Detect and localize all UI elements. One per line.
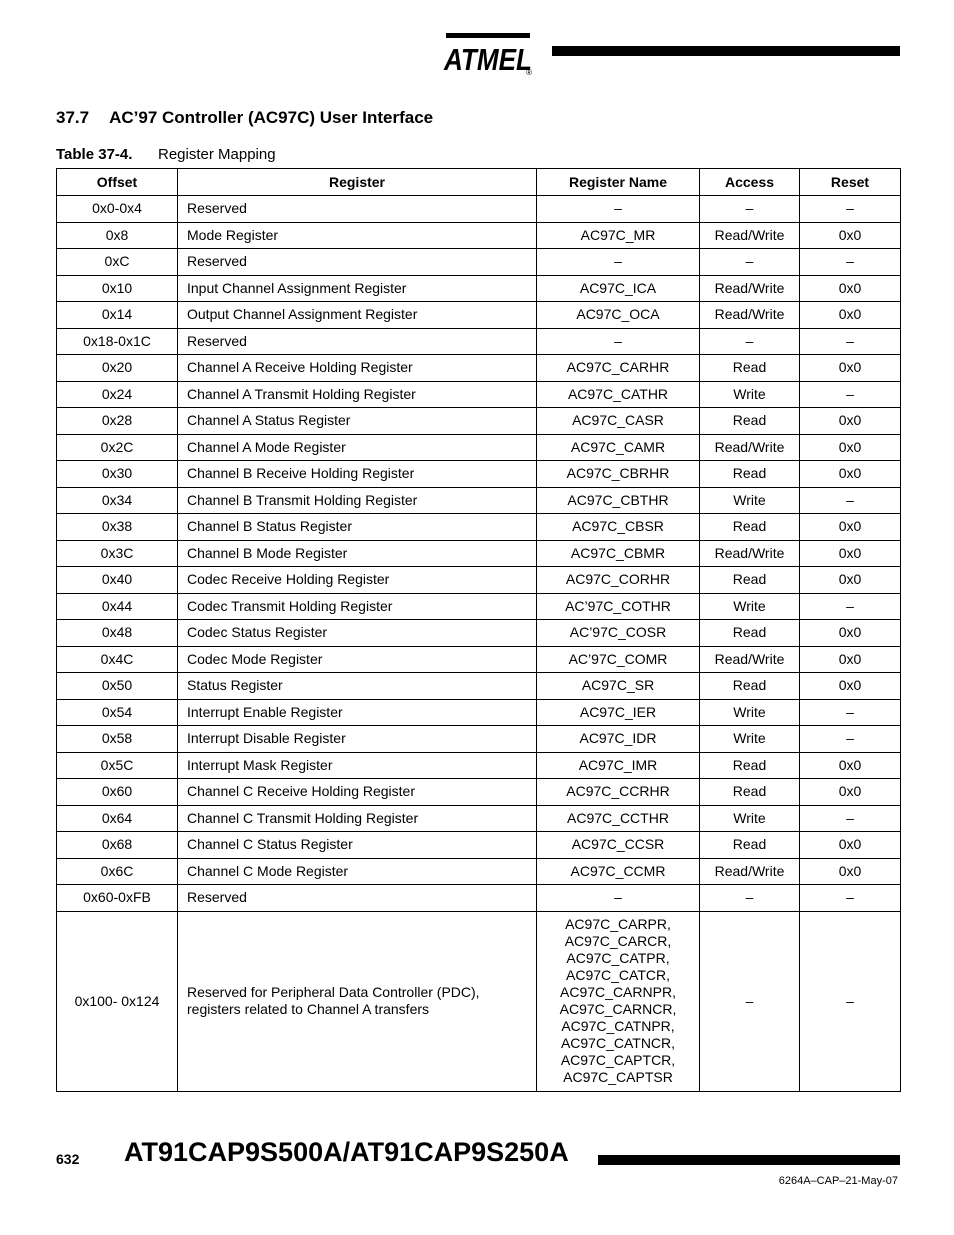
cell-register: Channel C Transmit Holding Register xyxy=(178,805,537,832)
cell-reset: 0x0 xyxy=(800,620,901,647)
cell-access: – xyxy=(700,328,800,355)
cell-offset: 0x3C xyxy=(57,540,178,567)
cell-offset: 0x60 xyxy=(57,779,178,806)
table-row xyxy=(57,620,901,647)
cell-offset: 0x58 xyxy=(57,726,178,753)
cell-register-name: – xyxy=(537,196,700,223)
cell-offset: 0x5C xyxy=(57,752,178,779)
register-mapping-table xyxy=(56,168,901,1092)
cell-register: Interrupt Mask Register xyxy=(178,752,537,779)
cell-offset: 0x0-0x4 xyxy=(57,196,178,223)
cell-register-name: AC97C_CAMR xyxy=(537,434,700,461)
cell-register: Codec Transmit Holding Register xyxy=(178,593,537,620)
cell-register: Reserved xyxy=(178,885,537,912)
cell-register: Channel C Mode Register xyxy=(178,858,537,885)
cell-offset: 0x34 xyxy=(57,487,178,514)
cell-access: Write xyxy=(700,487,800,514)
table-row xyxy=(57,832,901,859)
cell-reset: 0x0 xyxy=(800,752,901,779)
cell-register-name: AC97C_CCSR xyxy=(537,832,700,859)
cell-access: Read xyxy=(700,408,800,435)
table-row xyxy=(57,275,901,302)
cell-access: Read xyxy=(700,567,800,594)
cell-register-name: AC97C_CCRHR xyxy=(537,779,700,806)
cell-register: Channel C Status Register xyxy=(178,832,537,859)
cell-offset: 0x2C xyxy=(57,434,178,461)
table-row xyxy=(57,381,901,408)
cell-reset: 0x0 xyxy=(800,858,901,885)
cell-access: Write xyxy=(700,805,800,832)
cell-register-name: AC97C_MR xyxy=(537,222,700,249)
cell-offset: 0x8 xyxy=(57,222,178,249)
cell-register-name: AC97C_IDR xyxy=(537,726,700,753)
table-row xyxy=(57,911,901,1091)
cell-offset: 0x60-0xFB xyxy=(57,885,178,912)
table-caption xyxy=(56,146,276,163)
cell-register: Codec Mode Register xyxy=(178,646,537,673)
cell-access: Read/Write xyxy=(700,302,800,329)
cell-offset: 0x10 xyxy=(57,275,178,302)
table-row xyxy=(57,540,901,567)
registered-mark: ® xyxy=(526,68,532,76)
cell-access: Read/Write xyxy=(700,540,800,567)
cell-register: Mode Register xyxy=(178,222,537,249)
cell-register-name: AC97C_OCA xyxy=(537,302,700,329)
table-row xyxy=(57,699,901,726)
cell-register: Interrupt Enable Register xyxy=(178,699,537,726)
cell-offset: 0x44 xyxy=(57,593,178,620)
cell-register-name: AC97C_CBMR xyxy=(537,540,700,567)
cell-register-name: AC97C_CATHR xyxy=(537,381,700,408)
cell-register-name xyxy=(537,911,700,1091)
cell-reset: 0x0 xyxy=(800,408,901,435)
cell-register: Output Channel Assignment Register xyxy=(178,302,537,329)
cell-reset: – xyxy=(800,249,901,276)
cell-register: Channel B Status Register xyxy=(178,514,537,541)
cell-register-name: AC97C_CBRHR xyxy=(537,461,700,488)
cell-register-name: AC97C_CORHR xyxy=(537,567,700,594)
table-row xyxy=(57,752,901,779)
cell-reset: 0x0 xyxy=(800,832,901,859)
cell-access: Read/Write xyxy=(700,222,800,249)
pdc-register-name: AC97C_CARCR, xyxy=(564,932,672,949)
cell-register-name: AC’97C_COMR xyxy=(537,646,700,673)
table-row xyxy=(57,646,901,673)
cell-register: Channel A Transmit Holding Register xyxy=(178,381,537,408)
cell-access: Read/Write xyxy=(700,275,800,302)
table-caption-label: Table 37-4. xyxy=(56,146,133,163)
cell-reset: 0x0 xyxy=(800,302,901,329)
header-reset: Reset xyxy=(800,169,901,196)
table-row xyxy=(57,805,901,832)
product-title: AT91CAP9S500A/AT91CAP9S250A xyxy=(124,1137,569,1167)
cell-access: Read xyxy=(700,752,800,779)
cell-register-name: AC97C_CCMR xyxy=(537,858,700,885)
table-row xyxy=(57,885,901,912)
cell-register: Reserved xyxy=(178,196,537,223)
table-row xyxy=(57,779,901,806)
pdc-register-name: AC97C_CAPTCR, xyxy=(560,1051,676,1068)
pdc-register-name: AC97C_CATNPR, xyxy=(561,1017,675,1034)
cell-register: Reserved xyxy=(178,249,537,276)
cell-offset: 0x48 xyxy=(57,620,178,647)
cell-reset: – xyxy=(800,593,901,620)
cell-register: Channel C Receive Holding Register xyxy=(178,779,537,806)
table-row xyxy=(57,434,901,461)
cell-reset: 0x0 xyxy=(800,355,901,382)
cell-access: – xyxy=(700,249,800,276)
table-row xyxy=(57,222,901,249)
cell-reset: 0x0 xyxy=(800,275,901,302)
cell-register-name: AC97C_CASR xyxy=(537,408,700,435)
cell-access: – xyxy=(700,196,800,223)
cell-register: Channel B Mode Register xyxy=(178,540,537,567)
logo-text: ATMEL xyxy=(443,42,532,76)
cell-register-name: – xyxy=(537,249,700,276)
section-heading xyxy=(56,108,433,128)
cell-register-name: AC97C_CARHR xyxy=(537,355,700,382)
table-header-row xyxy=(57,169,901,196)
table-row xyxy=(57,408,901,435)
cell-offset: 0x68 xyxy=(57,832,178,859)
header-offset: Offset xyxy=(57,169,178,196)
cell-reset: – xyxy=(800,911,901,1091)
cell-register: Codec Status Register xyxy=(178,620,537,647)
table-row xyxy=(57,514,901,541)
table-row xyxy=(57,461,901,488)
cell-reset: 0x0 xyxy=(800,461,901,488)
cell-reset: – xyxy=(800,328,901,355)
cell-reset: 0x0 xyxy=(800,646,901,673)
document-id: 6264A–CAP–21-May-07 xyxy=(778,1175,898,1187)
cell-reset: 0x0 xyxy=(800,567,901,594)
cell-access: Read xyxy=(700,461,800,488)
cell-reset: 0x0 xyxy=(800,514,901,541)
cell-register-name: AC97C_ICA xyxy=(537,275,700,302)
cell-register-name: AC’97C_COSR xyxy=(537,620,700,647)
cell-offset: 0x54 xyxy=(57,699,178,726)
cell-offset: 0x6C xyxy=(57,858,178,885)
cell-access: – xyxy=(700,885,800,912)
cell-reset: 0x0 xyxy=(800,673,901,700)
header-access: Access xyxy=(700,169,800,196)
cell-offset: 0x64 xyxy=(57,805,178,832)
cell-offset: 0x28 xyxy=(57,408,178,435)
cell-access: Write xyxy=(700,381,800,408)
cell-offset: 0x18-0x1C xyxy=(57,328,178,355)
cell-reset: – xyxy=(800,196,901,223)
cell-reset: 0x0 xyxy=(800,779,901,806)
table-caption-text: Register Mapping xyxy=(158,146,276,163)
cell-offset: 0x100- 0x124 xyxy=(57,911,178,1091)
table-body xyxy=(57,196,901,1092)
cell-register-name: AC97C_CBSR xyxy=(537,514,700,541)
cell-register: Reserved xyxy=(178,328,537,355)
cell-register: Input Channel Assignment Register xyxy=(178,275,537,302)
cell-offset: 0xC xyxy=(57,249,178,276)
cell-reset: – xyxy=(800,805,901,832)
section-title: AC’97 Controller (AC97C) User Interface xyxy=(109,108,434,127)
cell-register-name: – xyxy=(537,328,700,355)
pdc-register-name: AC97C_CATCR, xyxy=(566,966,670,983)
cell-register: Channel A Receive Holding Register xyxy=(178,355,537,382)
cell-access: Read xyxy=(700,514,800,541)
cell-register-name: AC97C_IMR xyxy=(537,752,700,779)
cell-register-name: AC97C_CCTHR xyxy=(537,805,700,832)
cell-reset: 0x0 xyxy=(800,540,901,567)
cell-access: Read/Write xyxy=(700,434,800,461)
table-row xyxy=(57,858,901,885)
pdc-register-name: AC97C_CAPTSR xyxy=(563,1068,673,1085)
header-rule xyxy=(552,46,900,56)
atmel-logo-icon xyxy=(440,30,536,76)
cell-register: Channel A Mode Register xyxy=(178,434,537,461)
section-number: 37.7 xyxy=(56,108,90,127)
cell-register: Interrupt Disable Register xyxy=(178,726,537,753)
cell-reset: – xyxy=(800,885,901,912)
cell-offset: 0x4C xyxy=(57,646,178,673)
table-row xyxy=(57,726,901,753)
cell-offset: 0x40 xyxy=(57,567,178,594)
table-row xyxy=(57,302,901,329)
cell-access: Read xyxy=(700,355,800,382)
header-register-name: Register Name xyxy=(537,169,700,196)
footer-rule xyxy=(598,1155,900,1165)
cell-register: Channel B Transmit Holding Register xyxy=(178,487,537,514)
cell-offset: 0x50 xyxy=(57,673,178,700)
pdc-register-name: AC97C_CARNCR, xyxy=(559,1000,677,1017)
cell-offset: 0x30 xyxy=(57,461,178,488)
cell-reset: – xyxy=(800,381,901,408)
cell-access: Read/Write xyxy=(700,646,800,673)
pdc-register-name: AC97C_CATNCR, xyxy=(560,1034,676,1051)
pdc-register-name: AC97C_CARPR, xyxy=(565,915,671,932)
cell-access: Write xyxy=(700,593,800,620)
cell-access: Write xyxy=(700,699,800,726)
table-row xyxy=(57,567,901,594)
table-row xyxy=(57,249,901,276)
cell-access: Read xyxy=(700,779,800,806)
cell-reset: – xyxy=(800,726,901,753)
cell-offset: 0x14 xyxy=(57,302,178,329)
cell-register-name: AC97C_CBTHR xyxy=(537,487,700,514)
cell-reset: 0x0 xyxy=(800,222,901,249)
atmel-logo xyxy=(440,30,536,76)
cell-offset: 0x38 xyxy=(57,514,178,541)
cell-offset: 0x24 xyxy=(57,381,178,408)
cell-reset: – xyxy=(800,487,901,514)
cell-register-line: registers related to Channel A transfers xyxy=(187,1001,430,1017)
cell-register-name: – xyxy=(537,885,700,912)
table-row xyxy=(57,196,901,223)
table-row xyxy=(57,355,901,382)
cell-reset: – xyxy=(800,699,901,726)
cell-register-line: Reserved for Peripheral Data Controller (PDC), xyxy=(187,984,480,1000)
cell-access: – xyxy=(700,911,800,1091)
cell-offset: 0x20 xyxy=(57,355,178,382)
cell-register: Status Register xyxy=(178,673,537,700)
cell-register: Codec Receive Holding Register xyxy=(178,567,537,594)
page-number: 632 xyxy=(56,1151,80,1167)
cell-access: Read xyxy=(700,620,800,647)
header-register: Register xyxy=(178,169,537,196)
cell-access: Read xyxy=(700,673,800,700)
table-row xyxy=(57,328,901,355)
cell-register-name: AC’97C_COTHR xyxy=(537,593,700,620)
cell-access: Read/Write xyxy=(700,858,800,885)
cell-access: Write xyxy=(700,726,800,753)
cell-register xyxy=(178,911,537,1091)
cell-register-name: AC97C_IER xyxy=(537,699,700,726)
cell-register: Channel A Status Register xyxy=(178,408,537,435)
cell-access: Read xyxy=(700,832,800,859)
cell-register-name: AC97C_SR xyxy=(537,673,700,700)
table-row xyxy=(57,593,901,620)
cell-reset: 0x0 xyxy=(800,434,901,461)
pdc-register-name: AC97C_CARNPR, xyxy=(560,983,676,1000)
cell-register: Channel B Receive Holding Register xyxy=(178,461,537,488)
table-row xyxy=(57,487,901,514)
pdc-register-name: AC97C_CATPR, xyxy=(566,949,670,966)
table-row xyxy=(57,673,901,700)
